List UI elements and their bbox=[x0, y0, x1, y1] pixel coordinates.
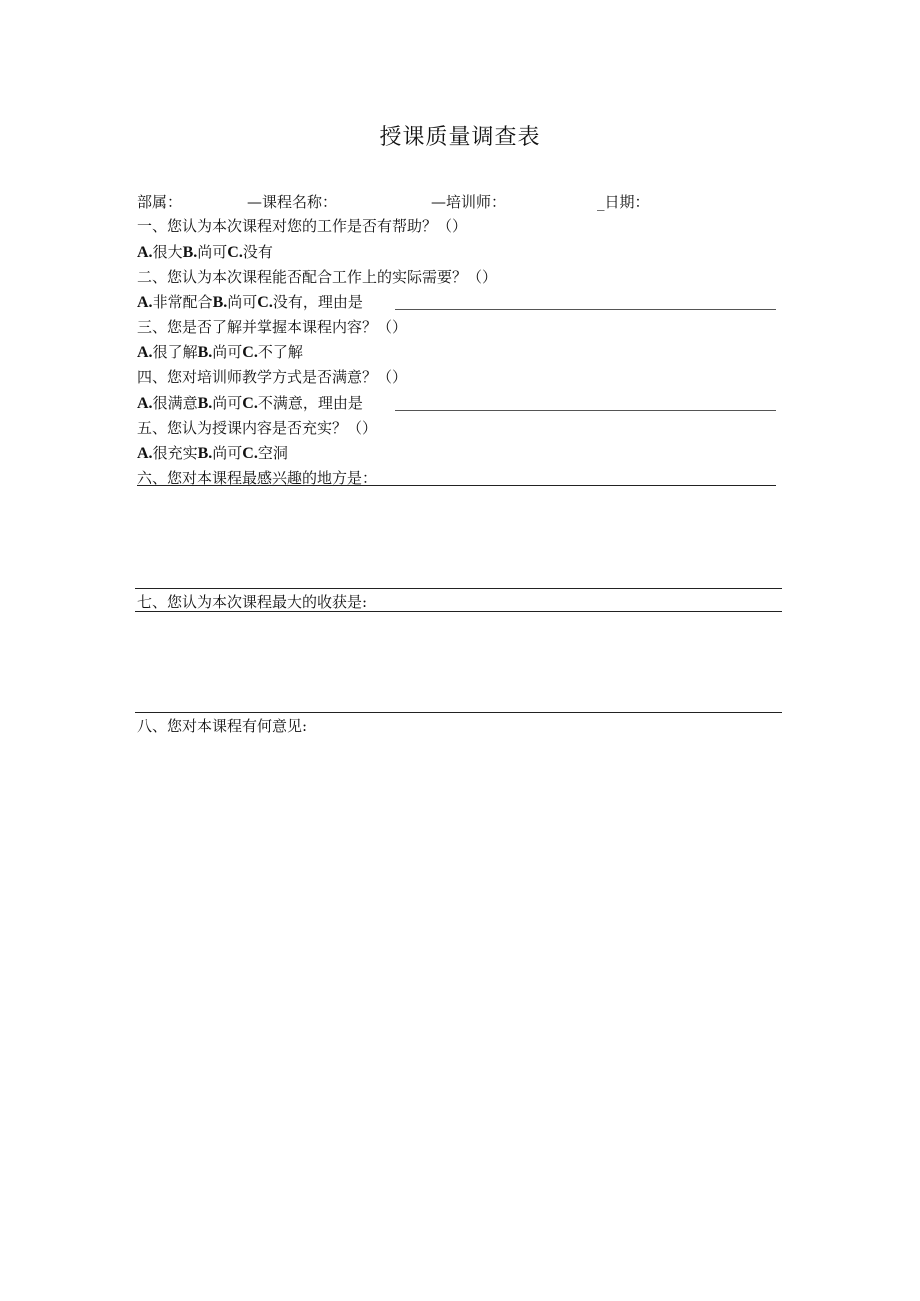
option-c-text: 空洞 bbox=[257, 444, 288, 462]
option-b-letter: B. bbox=[197, 445, 213, 462]
option-a-letter: A. bbox=[137, 445, 153, 462]
answer-area-divider bbox=[135, 712, 782, 713]
question-7-underline bbox=[135, 611, 782, 612]
question-6-answer-area[interactable] bbox=[135, 488, 782, 588]
question-8: 八、您对本课程有何意见: bbox=[137, 717, 308, 735]
question-2-options bbox=[137, 292, 363, 313]
question-4: 四、您对培训师教学方式是否满意？（） bbox=[137, 368, 408, 386]
option-b-letter: B. bbox=[182, 244, 198, 261]
option-a-letter: A. bbox=[137, 395, 153, 412]
question-3: 三、您是否了解并掌握本课程内容？（） bbox=[137, 318, 408, 336]
option-c-text: 不满意，理由是 bbox=[257, 394, 363, 412]
option-a-text: 很满意 bbox=[152, 394, 198, 412]
question-4-options bbox=[137, 393, 363, 414]
question-1: 一、您认为本次课程对您的工作是否有帮助？（） bbox=[137, 217, 468, 235]
question-6-underline bbox=[137, 485, 776, 486]
department-label: 部属： bbox=[137, 193, 183, 211]
question-1-options bbox=[137, 242, 273, 263]
question-6: 六、您对本课程最感兴趣的地方是： bbox=[137, 469, 378, 487]
option-b-text: 尚可 bbox=[212, 394, 243, 412]
option-a-letter: A. bbox=[137, 244, 153, 261]
option-b-letter: B. bbox=[197, 395, 213, 412]
option-a-text: 很大 bbox=[152, 243, 183, 261]
option-a-letter: A. bbox=[137, 294, 153, 311]
reason-blank-line[interactable] bbox=[395, 309, 776, 310]
question-5: 五、您认为授课内容是否充实？（） bbox=[137, 419, 378, 437]
page-title: 授课质量调查表 bbox=[379, 125, 541, 150]
trainer-label: —培训师： bbox=[431, 193, 507, 211]
option-c-letter: C. bbox=[227, 244, 243, 261]
date-label: _日期： bbox=[597, 193, 650, 211]
question-8-answer-area[interactable] bbox=[135, 740, 782, 940]
question-7: 七、您认为本次课程最大的收获是: bbox=[137, 593, 368, 611]
option-c-text: 没有，理由是 bbox=[272, 293, 363, 311]
option-b-letter: B. bbox=[197, 344, 213, 361]
option-b-text: 尚可 bbox=[212, 444, 243, 462]
question-2: 二、您认为本次课程能否配合工作上的实际需要？（） bbox=[137, 268, 498, 286]
header-info-row bbox=[137, 192, 697, 212]
answer-area-divider bbox=[135, 588, 782, 589]
option-b-text: 尚可 bbox=[197, 243, 228, 261]
option-b-letter: B. bbox=[212, 294, 228, 311]
option-a-letter: A. bbox=[137, 344, 153, 361]
option-c-text: 不了解 bbox=[257, 343, 303, 361]
question-7-answer-area[interactable] bbox=[135, 613, 782, 711]
question-5-options bbox=[137, 443, 288, 464]
question-3-options bbox=[137, 342, 303, 363]
option-b-text: 尚可 bbox=[227, 293, 258, 311]
option-c-letter: C. bbox=[257, 294, 273, 311]
option-c-letter: C. bbox=[242, 395, 258, 412]
course-name-label: —课程名称： bbox=[247, 193, 338, 211]
option-a-text: 很充实 bbox=[152, 444, 198, 462]
reason-blank-line[interactable] bbox=[395, 410, 776, 411]
option-b-text: 尚可 bbox=[212, 343, 243, 361]
option-a-text: 非常配合 bbox=[152, 293, 213, 311]
option-c-letter: C. bbox=[242, 344, 258, 361]
option-c-text: 没有 bbox=[242, 243, 273, 261]
option-a-text: 很了解 bbox=[152, 343, 198, 361]
option-c-letter: C. bbox=[242, 445, 258, 462]
